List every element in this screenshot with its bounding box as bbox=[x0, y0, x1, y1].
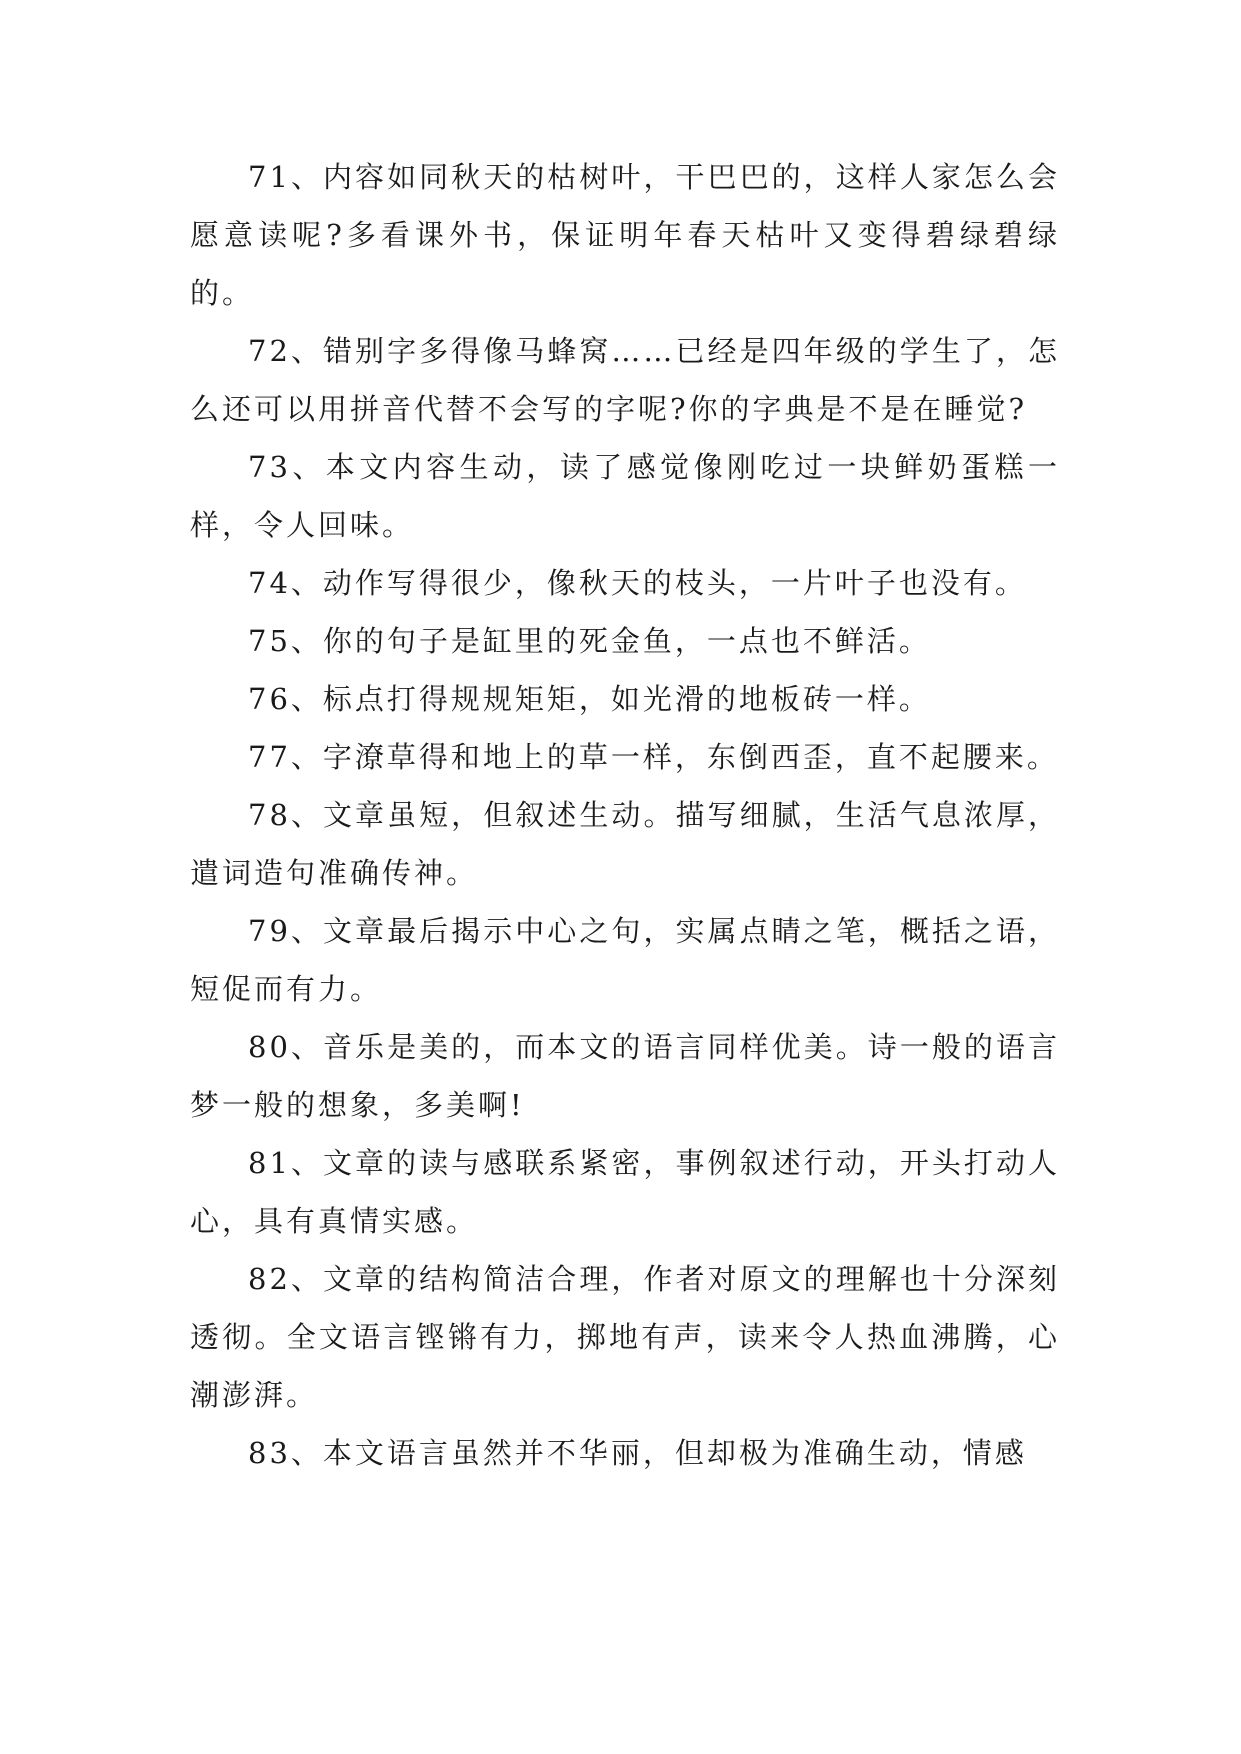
paragraph-71: 71、内容如同秋天的枯树叶，干巴巴的，这样人家怎么会愿意读呢?多看课外书，保证明年春天枯叶又变得碧绿碧绿的。 bbox=[190, 160, 1060, 310]
paragraph-82: 82、文章的结构简洁合理，作者对原文的理解也十分深刻透彻。全文语言铿锵有力，掷地有声，读来令人热血沸腾，心潮澎湃。 bbox=[190, 1262, 1060, 1412]
paragraph-81: 81、文章的读与感联系紧密，事例叙述行动，开头打动人心，具有真情实感。 bbox=[190, 1146, 1060, 1238]
paragraph-78: 78、文章虽短，但叙述生动。描写细腻，生活气息浓厚，遣词造句准确传神。 bbox=[190, 798, 1060, 890]
paragraph-73: 73、本文内容生动，读了感觉像刚吃过一块鲜奶蛋糕一样，令人回味。 bbox=[190, 450, 1060, 542]
paragraph-75: 75、你的句子是缸里的死金鱼，一点也不鲜活。 bbox=[248, 624, 931, 658]
paragraph-77: 77、字潦草得和地上的草一样，东倒西歪，直不起腰来。 bbox=[248, 740, 1059, 774]
paragraph-80: 80、音乐是美的，而本文的语言同样优美。诗一般的语言梦一般的想象，多美啊! bbox=[190, 1030, 1060, 1122]
paragraph-83: 83、本文语言虽然并不华丽，但却极为准确生动，情感 bbox=[248, 1436, 1027, 1470]
paragraph-72: 72、错别字多得像马蜂窝……已经是四年级的学生了，怎么还可以用拼音代替不会写的字呢?你的字典是不是在睡觉? bbox=[190, 334, 1060, 426]
document-body bbox=[190, 148, 1060, 1482]
paragraph-79: 79、文章最后揭示中心之句，实属点睛之笔，概括之语，短促而有力。 bbox=[190, 914, 1060, 1006]
paragraph-76: 76、标点打得规规矩矩，如光滑的地板砖一样。 bbox=[248, 682, 931, 716]
paragraph-74: 74、动作写得很少，像秋天的枝头，一片叶子也没有。 bbox=[248, 566, 1027, 600]
